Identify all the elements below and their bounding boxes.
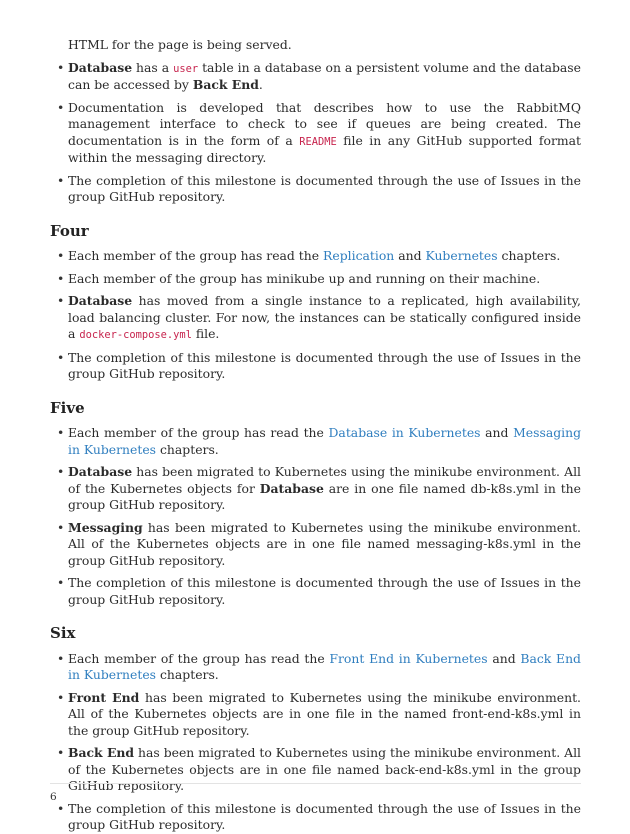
continuation-text: HTML for the page is being served.: [68, 37, 292, 52]
four-list: [50, 248, 581, 383]
bold-term: Front End: [68, 689, 140, 705]
list-item: • Each member of the group has read the Front End in Kubernetes and Back End in Kubernetes chapters.: [50, 651, 581, 684]
database-in-kubernetes-link[interactable]: Database in Kubernetes: [328, 425, 481, 440]
list-item: • Back End has been migrated to Kubernetes using the minikube environment. All of the Kubernetes objects are in one file named back-end-k8s.yml in the group GitHub repository.: [50, 745, 581, 795]
list-item: • Database has a user table in a database on a persistent volume and the database can be accessed by Back End.: [50, 60, 581, 94]
inline-code: user: [173, 62, 199, 75]
list-item: • Database has moved from a single instance to a replicated, high availability, load balancing cluster. For now, the instances can be statically configured inside a docker-compose.yml file.: [50, 293, 581, 344]
list-item: • Each member of the group has read the Replication and Kubernetes chapters.: [50, 248, 581, 265]
section-heading-five: Five: [50, 398, 85, 417]
bold-term: Database: [68, 464, 133, 479]
section-heading-six: Six: [50, 624, 76, 642]
bold-term: Messaging: [68, 519, 143, 535]
list-item: • Documentation is developed that describes how to use the RabbitMQ management interface to check to see if queues are being created. The documentation is in the form of a README file in any GitHub supported format within the messaging directory.: [50, 100, 581, 167]
replication-link[interactable]: Replication: [323, 248, 395, 263]
page-number: 6: [50, 791, 57, 803]
list-item: • The completion of this milestone is documented through the use of Issues in the group GitHub repository.: [50, 350, 581, 383]
messaging-in-kubernetes-link[interactable]: Messaging in Kubernetes: [68, 425, 582, 457]
six-list: [50, 651, 581, 834]
document-page: [50, 0, 581, 834]
list-item: • Each member of the group has minikube up and running on their machine.: [50, 271, 581, 288]
bold-term: Database: [68, 293, 133, 308]
list-item: • Front End has been migrated to Kubernetes using the minikube environment. All of the Kubernetes objects are in one file in the named front-end-k8s.yml in the group GitHub repository.: [50, 690, 581, 740]
list-item: • The completion of this milestone is documented through the use of Issues in the group GitHub repository.: [50, 801, 581, 834]
footer-divider: [50, 783, 581, 784]
list-item: • Database has been migrated to Kubernetes using the minikube environment. All of the Kubernetes objects for Database are in one file named db-k8s.yml in the group GitHub repository.: [50, 464, 581, 514]
five-list: [50, 425, 581, 608]
kubernetes-link[interactable]: Kubernetes: [425, 248, 498, 263]
back-end-in-kubernetes-link[interactable]: Back End in Kubernetes: [68, 650, 581, 682]
list-item: • Messaging has been migrated to Kubernetes using the minikube environment. All of the Kubernetes objects are in one file named messaging-k8s.yml in the group GitHub repository.: [50, 520, 581, 570]
bold-term: Database: [68, 59, 133, 75]
bold-term: Back End: [192, 77, 259, 92]
bold-term: Back End: [68, 745, 135, 760]
inline-code: docker-compose.yml: [79, 329, 192, 341]
list-item: • The completion of this milestone is documented through the use of Issues in the group GitHub repository.: [50, 173, 581, 206]
list-item: • The completion of this milestone is documented through the use of Issues in the group GitHub repository.: [50, 575, 581, 608]
section-heading-four: Four: [50, 221, 89, 240]
bold-term: Database: [259, 480, 324, 496]
list-item: • Each member of the group has read the Database in Kubernetes and Messaging in Kubernetes chapters.: [50, 425, 581, 458]
inline-code: README: [299, 135, 337, 148]
front-end-in-kubernetes-link[interactable]: Front End in Kubernetes: [329, 650, 488, 666]
top-list: [50, 60, 581, 206]
